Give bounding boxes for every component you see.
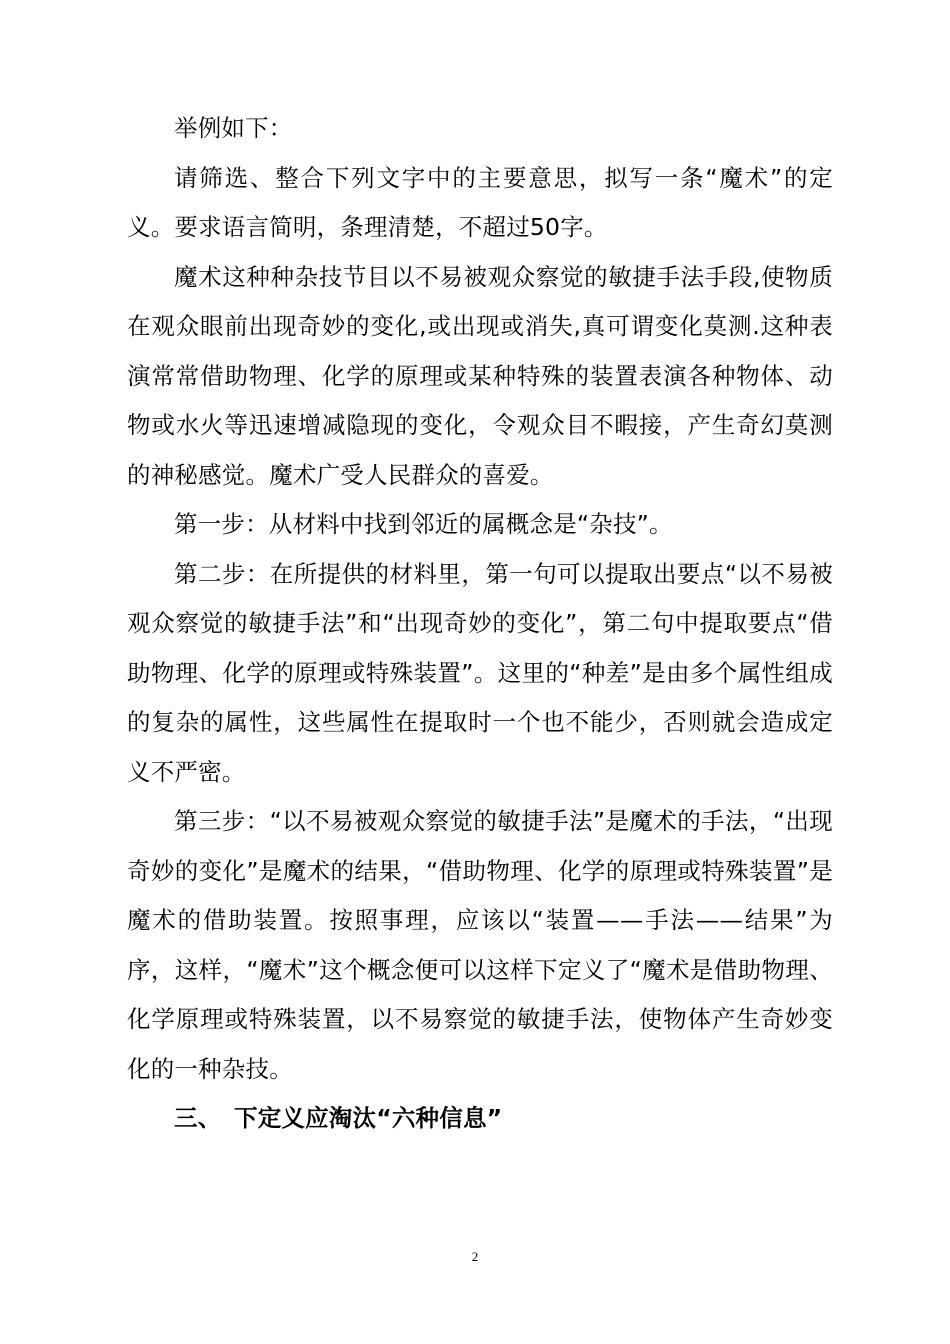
section-heading-number: 三、: [174, 1104, 222, 1132]
page-number: 2: [471, 1249, 479, 1264]
section-heading: [127, 1094, 833, 1144]
paragraph-step-three: 第三步：“以不易被观众察觉的敏捷手法”是魔术的手法，“出现奇妙的变化”是魔术的结果，“借助物理、化学的原理或特殊装置”是魔术的借助装置。按照事理，应该以“装置——手法——结果”为序，这样，“魔术”这个概念便可以这样下定义了“魔术是借助物理、化学原理或特殊装置，以不易察觉的敏捷手法，使物体产生奇妙变化的一种杂技。: [127, 807, 833, 1083]
paragraph-task-prompt: 请筛选、整合下列文字中的主要意思，拟写一条“魔术”的定义。要求语言简明，条理清楚，不超过50字。: [127, 163, 833, 241]
section-heading-text: 下定义应淘汰“六种信息”: [234, 1104, 503, 1132]
paragraph-step-two: 第二步：在所提供的材料里，第一句可以提取出要点“以不易被观众察觉的敏捷手法”和“出现奇妙的变化”，第二句中提取要点“借助物理、化学的原理或特殊装置”。这里的“种差”是由多个属性组成的复杂的属性，这些属性在提取时一个也不能少，否则就会造成定义不严密。: [127, 559, 833, 786]
paragraph-magic-material: 魔术这种种杂技节目以不易被观众察觉的敏捷手法手段,使物质在观众眼前出现奇妙的变化,或出现或消失,真可谓变化莫测.这种表演常常借助物理、化学的原理或某种特殊的装置表演各种物体、动物或水火等迅速增减隐现的变化，令观众目不暇接，产生奇幻莫测的神秘感觉。魔术广受人民群众的喜爱。: [127, 262, 833, 489]
document-body: [127, 104, 833, 1144]
paragraph-example-intro: 举例如下：: [174, 114, 293, 142]
paragraph-step-one: 第一步：从材料中找到邻近的属概念是“杂技”。: [174, 510, 673, 538]
